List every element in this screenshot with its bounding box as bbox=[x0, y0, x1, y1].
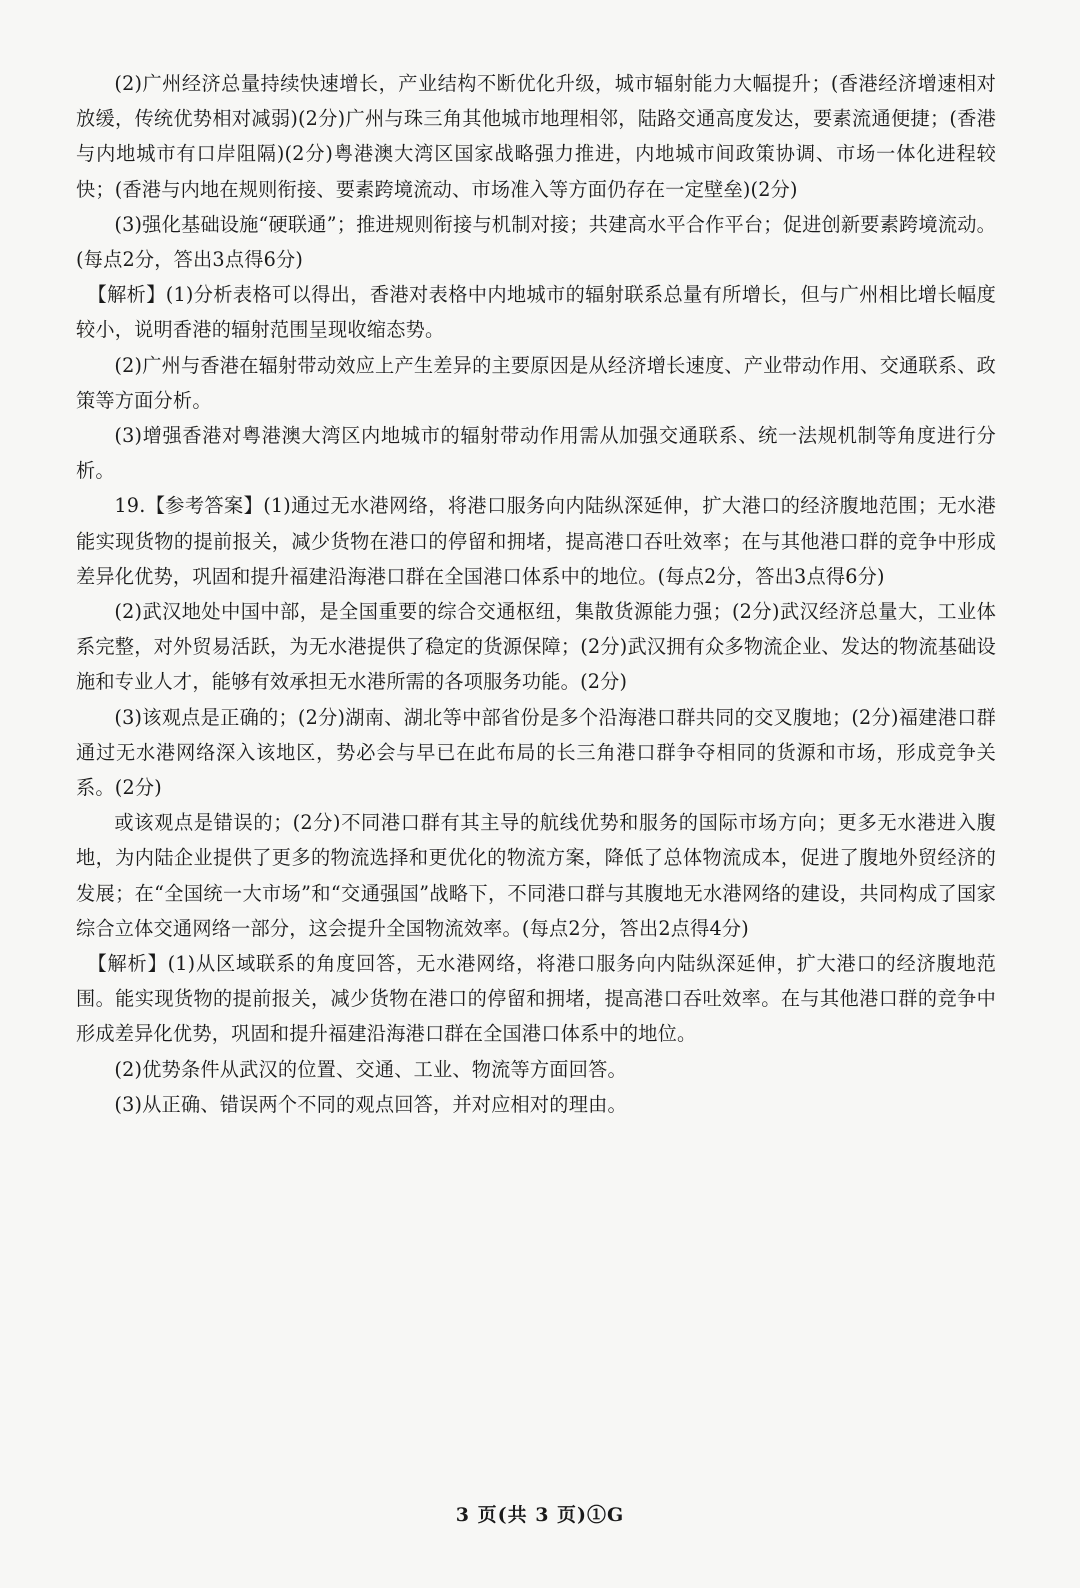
analysis-paragraph: 【解析】(1)从区域联系的角度回答，无水港网络，将港口服务向内陆纵深延伸，扩大港口的经济腹地范围。能实现货物的提前报关，减少货物在港口的停留和拥堵，提高港口吞吐效率。在与其他港口群的竞争中形成差异化优势，巩固和提升福建沿海港口群在全国港口体系中的地位。 bbox=[76, 952, 996, 1046]
analysis-paragraph: (3)从正确、错误两个不同的观点回答，并对应相对的理由。 bbox=[114, 1092, 627, 1116]
answer-paragraph: (2)广州经济总量持续快速增长，产业结构不断优化升级，城市辐射能力大幅提升；(香港经济增速相对放缓，传统优势相对减弱)(2分)广州与珠三角其他城市地理相邻，陆路交通高度发达，要素流通便捷；(香港与内地城市有口岸阻隔)(2分)粤港澳大湾区国家战略强力推进，内地城市间政策协调、市场一体化进程较快；(香港与内地在规则衔接、要素跨境流动、市场准入等方面仍存在一定壁垒)(2分) bbox=[76, 72, 996, 201]
document-body bbox=[76, 66, 996, 1122]
analysis-paragraph: (2)优势条件从武汉的位置、交通、工业、物流等方面回答。 bbox=[114, 1057, 627, 1081]
answer-paragraph: (3)强化基础设施“硬联通”；推进规则衔接与机制对接；共建高水平合作平台；促进创新要素跨境流动。(每点2分，答出3点得6分) bbox=[76, 212, 996, 272]
analysis-paragraph: (3)增强香港对粤港澳大湾区内地城市的辐射带动作用需从加强交通联系、统一法规机制等角度进行分析。 bbox=[76, 424, 996, 483]
answer-paragraph: 或该观点是错误的；(2分)不同港口群有其主导的航线优势和服务的国际市场方向；更多无水港进入腹地，为内陆企业提供了更多的物流选择和更优化的物流方案，降低了总体物流成本，促进了腹地外贸经济的发展；在“全国统一大市场”和“交通强国”战略下，不同港口群与其腹地无水港网络的建设，共同构成了国家综合立体交通网络一部分，这会提升全国物流效率。(每点2分，答出2点得4分) bbox=[76, 811, 996, 940]
question-19-answer: 19.【参考答案】(1)通过无水港网络，将港口服务向内陆纵深延伸，扩大港口的经济腹地范围；无水港能实现货物的提前报关，减少货物在港口的停留和拥堵，提高港口吞吐效率；在与其他港口群的竞争中形成差异化优势，巩固和提升福建沿海港口群在全国港口体系中的地位。(每点2分，答出3点得6分) bbox=[76, 494, 996, 588]
answer-paragraph: (3)该观点是正确的；(2分)湖南、湖北等中部省份是多个沿海港口群共同的交叉腹地；(2分)福建港口群通过无水港网络深入该地区，势必会与早已在此布局的长三角港口群争夺相同的货源和市场，形成竞争关系。(2分) bbox=[76, 705, 996, 800]
answer-paragraph: (2)武汉地处中国中部，是全国重要的综合交通枢纽，集散货源能力强；(2分)武汉经济总量大，工业体系完整，对外贸易活跃，为无水港提供了稳定的货源保障；(2分)武汉拥有众多物流企业、发达的物流基础设施和专业人才，能够有效承担无水港所需的各项服务功能。(2分) bbox=[76, 600, 996, 694]
analysis-paragraph: 【解析】(1)分析表格可以得出，香港对表格中内地城市的辐射联系总量有所增长，但与广州相比增长幅度较小，说明香港的辐射范围呈现收缩态势。 bbox=[76, 283, 996, 342]
page-footer: 3 页(共 3 页)①G bbox=[455, 1504, 625, 1526]
analysis-paragraph: (2)广州与香港在辐射带动效应上产生差异的主要原因是从经济增长速度、产业带动作用、交通联系、政策等方面分析。 bbox=[76, 353, 996, 412]
